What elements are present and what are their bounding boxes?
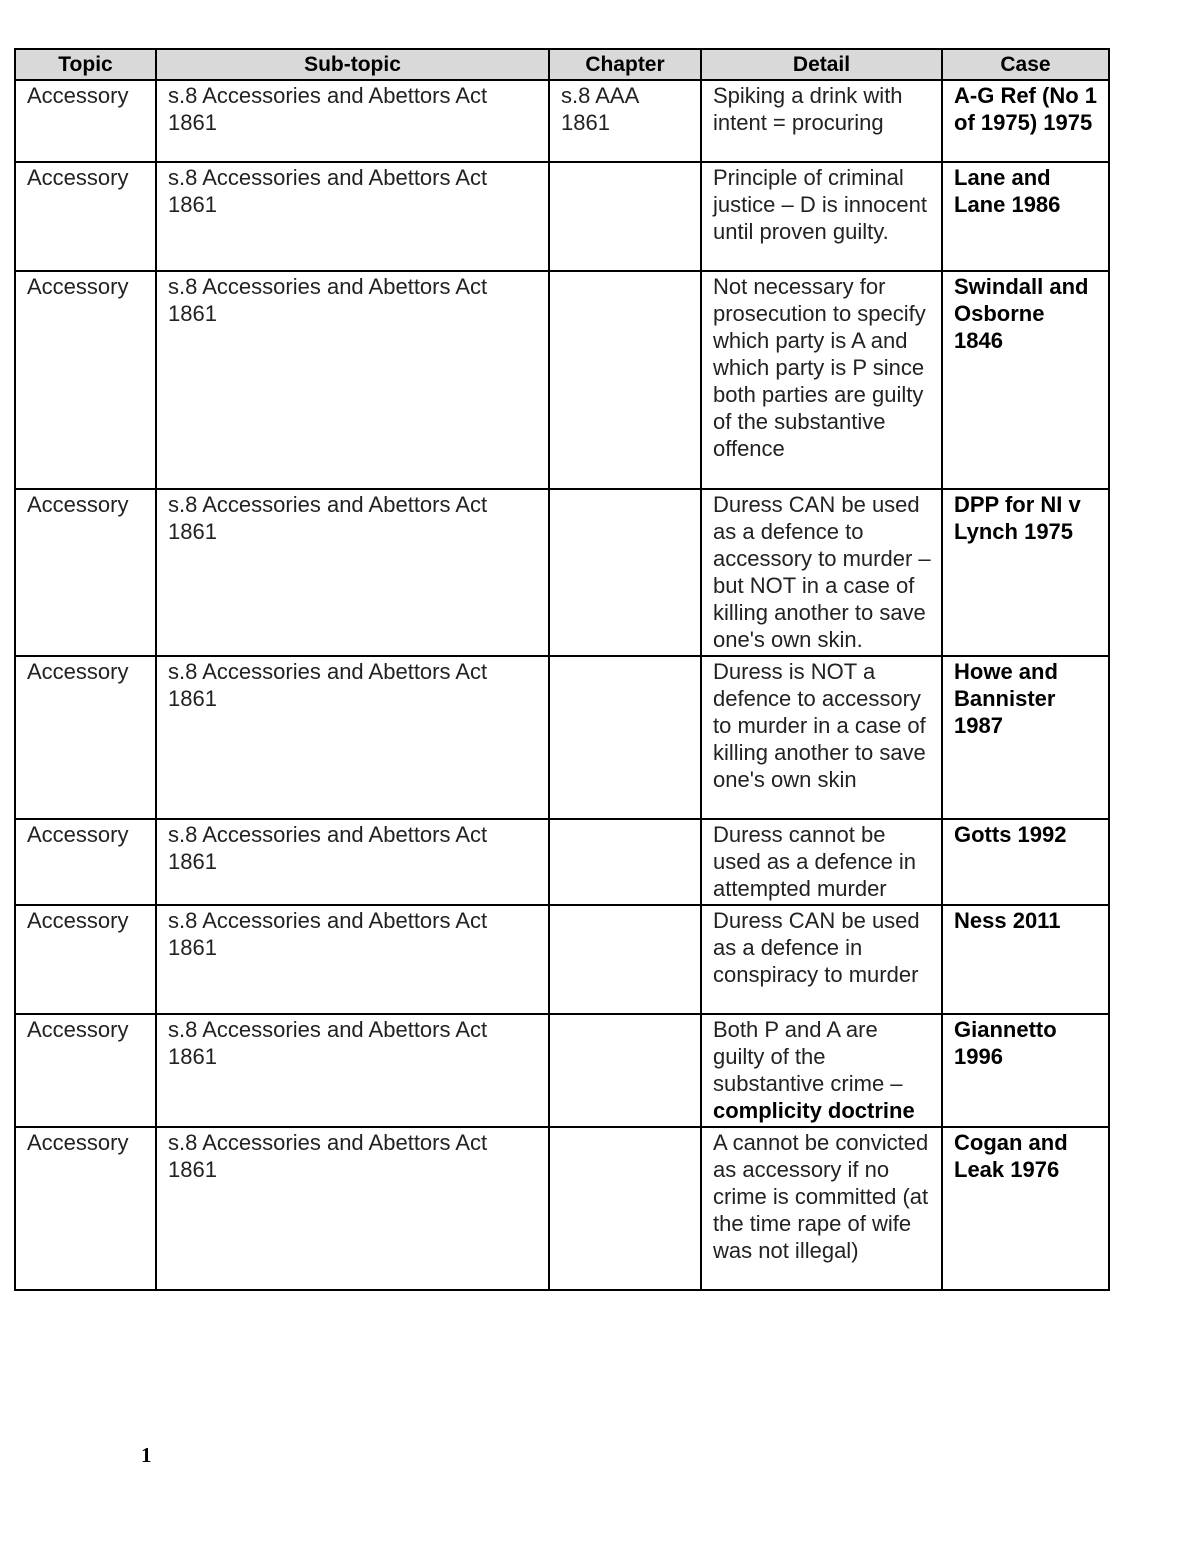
table-row: [15, 819, 1109, 905]
cell-detail: [701, 819, 942, 905]
case-table: [14, 48, 1110, 1291]
cell-case: Howe and Bannister 1987: [942, 656, 1109, 819]
table-row: [15, 1127, 1109, 1290]
cell-case: Ness 2011: [942, 905, 1109, 1014]
detail-text: Not necessary for prosecution to specify which party is A and which party is P since both parties are guilty of the substantive offence: [713, 274, 926, 461]
cell-detail: [701, 905, 942, 1014]
cell-topic: Accessory: [15, 905, 156, 1014]
table-header: [15, 49, 1109, 80]
header-subtopic: Sub-topic: [156, 49, 549, 80]
table-row: [15, 1014, 1109, 1127]
detail-text: Duress CAN be used as a defence to accessory to murder – but NOT in a case of killing another to save one's own skin.: [713, 492, 931, 652]
cell-subtopic: s.8 Accessories and Abettors Act 1861: [156, 489, 549, 656]
cell-chapter: [549, 162, 701, 271]
cell-subtopic: s.8 Accessories and Abettors Act 1861: [156, 656, 549, 819]
detail-text: Principle of criminal justice – D is innocent until proven guilty.: [713, 165, 927, 244]
cell-chapter: [549, 489, 701, 656]
table-row: [15, 656, 1109, 819]
cell-subtopic: s.8 Accessories and Abettors Act 1861: [156, 271, 549, 489]
cell-topic: Accessory: [15, 656, 156, 819]
header-detail: Detail: [701, 49, 942, 80]
cell-chapter: [549, 819, 701, 905]
detail-text: Both P and A are guilty of the substantive crime –: [713, 1017, 903, 1096]
header-chapter: Chapter: [549, 49, 701, 80]
cell-detail: [701, 271, 942, 489]
header-topic: Topic: [15, 49, 156, 80]
detail-bold-text: complicity doctrine: [713, 1098, 915, 1123]
cell-detail: [701, 1127, 942, 1290]
cell-case: Lane and Lane 1986: [942, 162, 1109, 271]
cell-chapter: [549, 1014, 701, 1127]
detail-text: Duress CAN be used as a defence in conspiracy to murder: [713, 908, 920, 987]
cell-topic: Accessory: [15, 271, 156, 489]
cell-case: Giannetto 1996: [942, 1014, 1109, 1127]
table-body: [15, 80, 1109, 1290]
cell-subtopic: s.8 Accessories and Abettors Act 1861: [156, 905, 549, 1014]
page-number: 1: [141, 1443, 152, 1467]
cell-topic: Accessory: [15, 819, 156, 905]
cell-chapter: [549, 1127, 701, 1290]
cell-detail: [701, 489, 942, 656]
cell-subtopic: s.8 Accessories and Abettors Act 1861: [156, 80, 549, 162]
cell-detail: [701, 1014, 942, 1127]
cell-case: Cogan and Leak 1976: [942, 1127, 1109, 1290]
cell-subtopic: s.8 Accessories and Abettors Act 1861: [156, 819, 549, 905]
table-row: [15, 271, 1109, 489]
detail-text: Duress cannot be used as a defence in attempted murder: [713, 822, 917, 901]
cell-topic: Accessory: [15, 1127, 156, 1290]
cell-subtopic: s.8 Accessories and Abettors Act 1861: [156, 1127, 549, 1290]
table-row: [15, 489, 1109, 656]
cell-chapter: s.8 AAA 1861: [549, 80, 701, 162]
header-case: Case: [942, 49, 1109, 80]
cell-detail: [701, 162, 942, 271]
cell-topic: Accessory: [15, 80, 156, 162]
cell-topic: Accessory: [15, 489, 156, 656]
cell-subtopic: s.8 Accessories and Abettors Act 1861: [156, 162, 549, 271]
cell-case: Swindall and Osborne 1846: [942, 271, 1109, 489]
cell-chapter: [549, 271, 701, 489]
cell-topic: Accessory: [15, 1014, 156, 1127]
cell-chapter: [549, 905, 701, 1014]
cell-topic: Accessory: [15, 162, 156, 271]
cell-chapter: [549, 656, 701, 819]
header-row: [15, 49, 1109, 80]
cell-case: A-G Ref (No 1 of 1975) 1975: [942, 80, 1109, 162]
detail-text: Spiking a drink with intent = procuring: [713, 83, 903, 135]
cell-detail: [701, 656, 942, 819]
cell-subtopic: s.8 Accessories and Abettors Act 1861: [156, 1014, 549, 1127]
cell-detail: [701, 80, 942, 162]
table-row: [15, 80, 1109, 162]
detail-text: Duress is NOT a defence to accessory to murder in a case of killing another to save one's own skin: [713, 659, 926, 792]
table-row: [15, 905, 1109, 1014]
cell-case: DPP for NI v Lynch 1975: [942, 489, 1109, 656]
cell-case: Gotts 1992: [942, 819, 1109, 905]
table-row: [15, 162, 1109, 271]
detail-text: A cannot be convicted as accessory if no crime is committed (at the time rape of wife was not illegal): [713, 1130, 929, 1263]
